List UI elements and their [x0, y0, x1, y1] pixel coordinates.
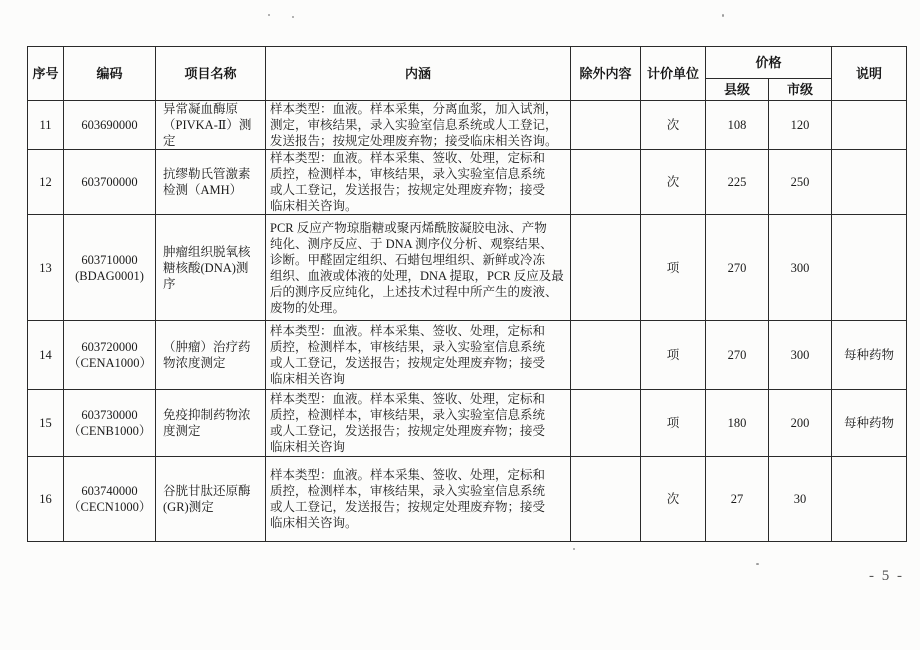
name-line: （肿瘤）治疗药: [163, 340, 251, 354]
content-cell: [266, 321, 571, 390]
name-line: 度测定: [163, 424, 201, 438]
content-line: 临床相关咨询。: [270, 199, 358, 213]
code-line: （CENB1000）: [68, 424, 152, 438]
code-cell: [64, 215, 156, 321]
note-cell: 每种药物: [832, 321, 907, 390]
content-line: 诊断。甲醛固定组织、石蜡包埋组织、新鲜或冷冻: [270, 252, 546, 267]
scan-speck: [756, 563, 759, 565]
exclusion-cell: [571, 390, 641, 457]
content-line: 样本类型：血液。样本采集、签收、处理，定标和: [270, 468, 546, 482]
content-line: 质控，检测样本，审核结果，录入实验室信息系统: [270, 340, 546, 354]
content-line: 组织、血液或体液的处理，DNA 提取，PCR 反应及最: [270, 268, 564, 283]
table-row: [28, 101, 907, 150]
name-line: 肿瘤组织脱氧核: [163, 244, 251, 259]
seq-cell: 14: [28, 321, 64, 390]
name-line: 序: [163, 276, 176, 291]
content-line: 质控，检测样本，审核结果，录入实验室信息系统: [270, 484, 546, 498]
content-line: 临床相关咨询: [270, 440, 346, 454]
content-line: 或人工登记，发送报告；按规定处理废弃物；接受: [270, 500, 546, 514]
table-row: [28, 321, 907, 390]
name-cell: [156, 215, 266, 321]
unit-cell: 项: [641, 215, 706, 321]
code-line: (BDAG0001): [75, 268, 144, 283]
content-line: 质控，检测样本，审核结果，录入实验室信息系统: [270, 408, 546, 422]
page-number: - 5 -: [869, 568, 904, 584]
city-price-cell: 300: [769, 321, 832, 390]
note-cell: 每种药物: [832, 390, 907, 457]
name-cell: [156, 321, 266, 390]
code-cell: [64, 457, 156, 542]
county-price-cell: 225: [706, 150, 769, 215]
header-name: 项目名称: [156, 47, 266, 101]
name-line: 检测（AMH）: [163, 183, 243, 197]
scan-speck: [292, 16, 294, 18]
code-line: 603700000: [81, 175, 138, 189]
content-line: 样本类型：血液。样本采集，分离血浆，加入试剂，: [270, 102, 558, 116]
table-row: [28, 215, 907, 321]
content-line: 临床相关咨询: [270, 372, 346, 386]
county-price-cell: 27: [706, 457, 769, 542]
county-price-cell: 180: [706, 390, 769, 457]
code-line: 603710000: [81, 252, 138, 267]
content-line: 后的测序反应纯化，上述技术过程中所产生的废液、: [270, 284, 558, 299]
table-row: [28, 457, 907, 542]
exclusion-cell: [571, 321, 641, 390]
header-content: 内涵: [266, 47, 571, 101]
header-note: 说明: [832, 47, 907, 101]
table-row: [28, 390, 907, 457]
seq-cell: 16: [28, 457, 64, 542]
header-seq: 序号: [28, 47, 64, 101]
price-table: [27, 46, 907, 542]
unit-cell: 次: [641, 101, 706, 150]
unit-cell: 次: [641, 150, 706, 215]
city-price-cell: 300: [769, 215, 832, 321]
scan-speck: [573, 548, 575, 550]
seq-cell: 15: [28, 390, 64, 457]
content-cell: [266, 457, 571, 542]
exclusion-cell: [571, 457, 641, 542]
content-cell: [266, 150, 571, 215]
content-line: 废物的处理。: [270, 300, 346, 315]
code-line: （CENA1000）: [68, 356, 153, 370]
content-line: 质控，检测样本，审核结果，录入实验室信息系统: [270, 167, 546, 181]
county-price-cell: 270: [706, 321, 769, 390]
code-line: （CECN1000）: [68, 500, 152, 514]
scan-speck: [268, 14, 270, 16]
name-line: （PIVKA-Ⅱ）测: [163, 118, 252, 132]
county-price-cell: 108: [706, 101, 769, 150]
county-price-cell: 270: [706, 215, 769, 321]
note-cell: [832, 150, 907, 215]
content-line: PCR 反应产物琼脂糖或聚丙烯酰胺凝胶电泳、产物: [270, 220, 547, 235]
content-line: 纯化、测序反应、于 DNA 测序仪分析、观察结果、: [270, 236, 553, 251]
exclusion-cell: [571, 101, 641, 150]
name-line: 谷胱甘肽还原酶: [163, 484, 251, 498]
city-price-cell: 30: [769, 457, 832, 542]
content-cell: [266, 215, 571, 321]
content-line: 样本类型：血液。样本采集、签收、处理，定标和: [270, 392, 546, 406]
code-line: 603730000: [81, 408, 138, 422]
header-exclusion: 除外内容: [571, 47, 641, 101]
seq-cell: 11: [28, 101, 64, 150]
code-cell: [64, 321, 156, 390]
unit-cell: 项: [641, 321, 706, 390]
content-cell: [266, 390, 571, 457]
unit-cell: 项: [641, 390, 706, 457]
name-line: 免疫抑制药物浓: [163, 408, 251, 422]
content-line: 发送报告；按规定处理废弃物；接受临床相关咨询。: [270, 134, 558, 148]
header-code: 编码: [64, 47, 156, 101]
name-cell: [156, 101, 266, 150]
name-line: 糖核酸(DNA)测: [163, 260, 249, 275]
content-line: 测定，审核结果，录入实验室信息系统或人工登记，: [270, 118, 558, 132]
seq-cell: 13: [28, 215, 64, 321]
note-cell: [832, 101, 907, 150]
exclusion-cell: [571, 150, 641, 215]
header-row: [28, 47, 907, 79]
content-cell: [266, 101, 571, 150]
price-table-container: [27, 46, 906, 542]
exclusion-cell: [571, 215, 641, 321]
code-line: 603740000: [81, 484, 138, 498]
header-county-price: 县级: [706, 79, 769, 101]
note-cell: [832, 215, 907, 321]
scan-speck: [722, 14, 724, 17]
content-line: 或人工登记，发送报告；按规定处理废弃物；接受: [270, 183, 546, 197]
content-line: 或人工登记，发送报告；按规定处理废弃物；接受: [270, 356, 546, 370]
name-line: 异常凝血酶原: [163, 102, 239, 116]
name-line: 抗缪勒氏管激素: [163, 167, 251, 181]
content-line: 或人工登记，发送报告；按规定处理废弃物；接受: [270, 424, 546, 438]
content-line: 样本类型：血液。样本采集、签收、处理，定标和: [270, 324, 546, 338]
code-cell: [64, 390, 156, 457]
table-row: [28, 150, 907, 215]
content-line: 样本类型：血液。样本采集、签收、处理，定标和: [270, 151, 546, 165]
name-cell: [156, 390, 266, 457]
city-price-cell: 120: [769, 101, 832, 150]
name-line: 定: [163, 134, 176, 148]
note-cell: [832, 457, 907, 542]
header-unit: 计价单位: [641, 47, 706, 101]
unit-cell: 次: [641, 457, 706, 542]
seq-cell: 12: [28, 150, 64, 215]
code-cell: [64, 101, 156, 150]
city-price-cell: 250: [769, 150, 832, 215]
header-price: 价格: [706, 47, 832, 79]
name-line: 物浓度测定: [163, 356, 226, 370]
table-body: [28, 101, 907, 542]
name-cell: [156, 150, 266, 215]
city-price-cell: 200: [769, 390, 832, 457]
table-header: [28, 47, 907, 101]
name-cell: [156, 457, 266, 542]
code-line: 603690000: [81, 118, 138, 132]
code-line: 603720000: [81, 340, 138, 354]
name-line: (GR)测定: [163, 500, 214, 514]
content-line: 临床相关咨询。: [270, 516, 358, 530]
code-cell: [64, 150, 156, 215]
header-city-price: 市级: [769, 79, 832, 101]
